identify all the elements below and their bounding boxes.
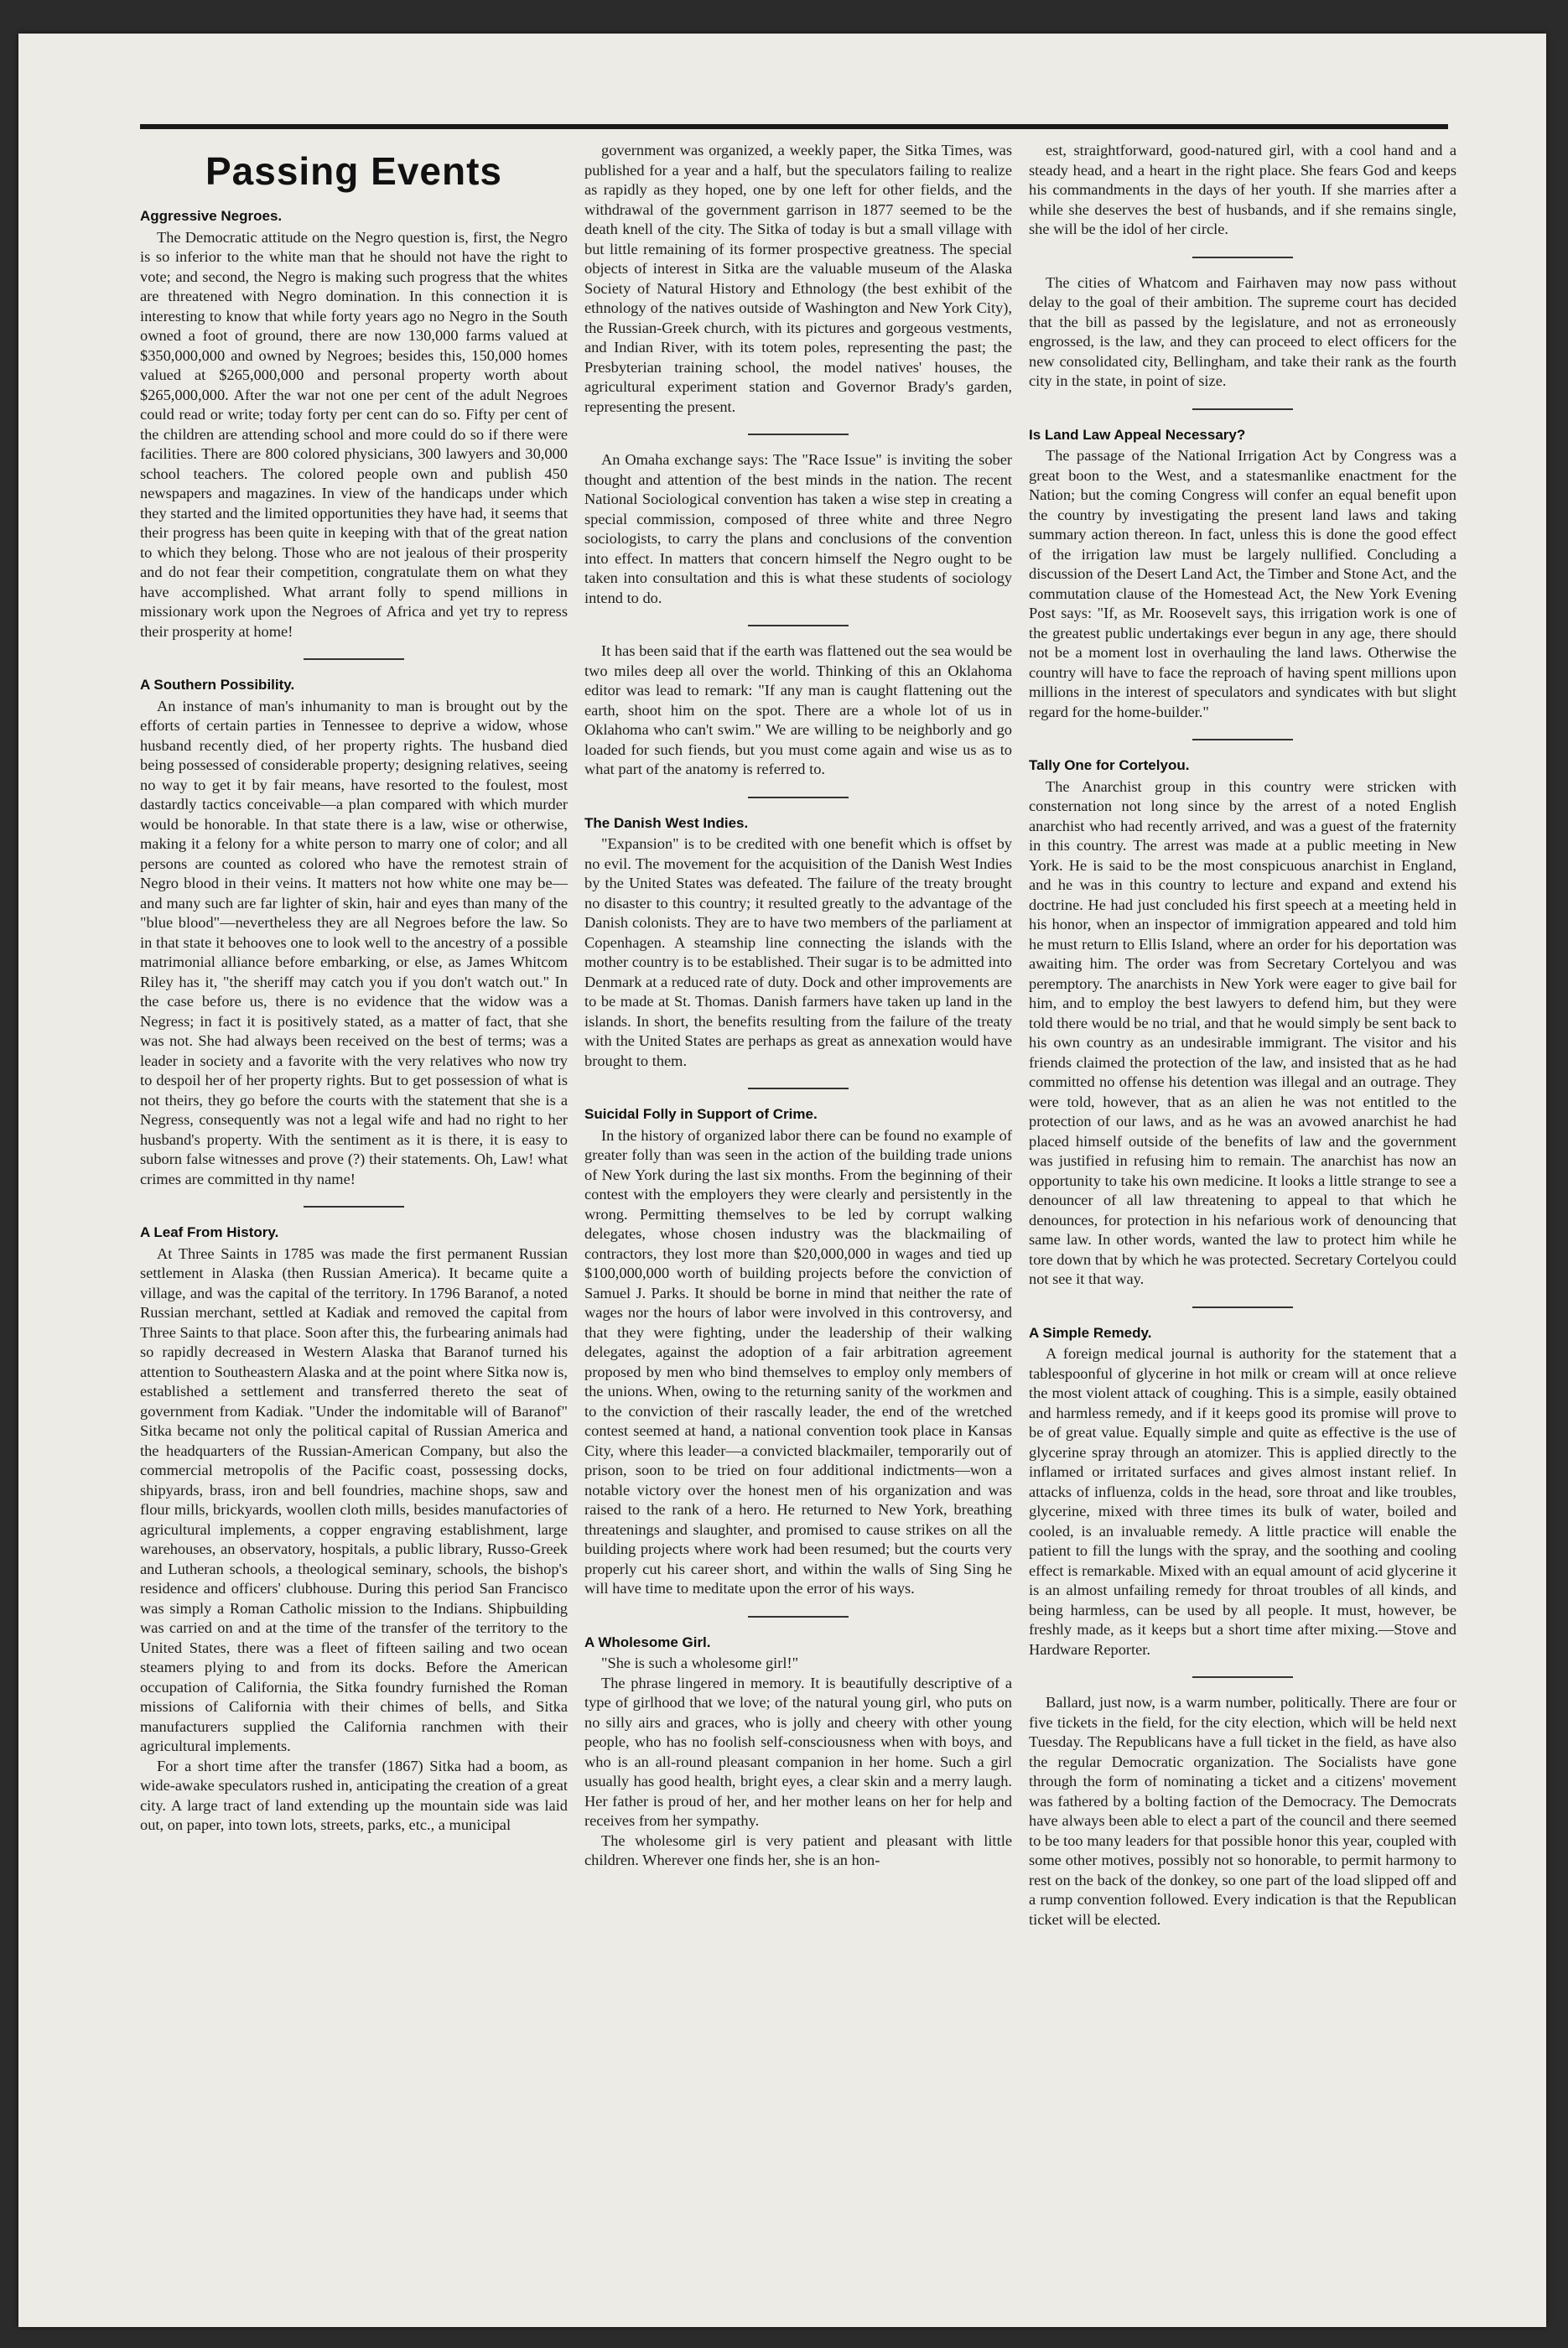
section-divider [748,434,849,435]
headline-leaf-from-history: A Leaf From History. [140,1224,279,1240]
article-paragraph: In the history of organized labor there can be found no example of greater folly than was seen in the action of the building trade unions of New York during the last six months. From the beginning of their contest with the employers they were clearly and persistently in the wrong. Permitting themselves to be led by corrupt walking delegates, whose chosen industry was the blackmailing of contractors, they lost more than $20,000,000 in wages and tied up $100,000,000 worth of building projects before the conviction of Samuel J. Parks. It should be borne in mind that neither the rate of wages nor the hours of labor were involved in this controversy, and that they were fighting, under the leadership of their walking delegates, against the adoption of a fair arbitration agreement proposed by men who bind themselves to employ only members of the unions. When, owing to the returning sanity of the workmen and to the conviction of their rascally leader, the end of the wretched contest seemed at hand, a national convention took place in Kansas City, where this leader—a convicted blackmailer, temporarily out of prison, soon to be tried on four additional indictments—won a notable victory over the honest men of his organization and was raised to the rank of a hero. He returned to New York, breathing threatenings and slaughter, and promised to cause strikes on all the building projects where work had been resumed; but the courts very properly cut his career short, and within the walls of Sing Sing he will have time to meditate upon the error of his ways. [584,1126,1012,1597]
article-paragraph: A foreign medical journal is authority for the statement that a tablespoonful of glycerine in hot milk or cream will at once relieve the most violent attack of coughing. This is a simple, easily obtained and harmless remedy, and if it keeps good its promise will prove to be of great value. Equally simple and quite as effective is the use of glycerine spray through an atomizer. This is applied directly to the inflamed or irritated surfaces and gives almost instant relief. In attacks of influenza, colds in the head, sore throat and like troubles, glycerine, mixed with three times its bulk of water, boiled and cooled, is an invaluable remedy. A little practice will enable the patient to fill the lungs with the spray, and the soothing and cooling effect is remarkable. Mixed with an equal amount of acid glycerine it is an almost unfailing remedy for throat troubles of all kinds, and being harmless, can be used by all people. It must, however, be freshly made, as it keeps but a short time after mixing.—Stove and Hardware Reporter. [1029,1345,1456,1658]
section-divider [304,658,404,660]
section-divider [748,625,849,626]
section-divider [748,797,849,798]
column-3 [1029,141,1456,1930]
headline-aggressive-negroes: Aggressive Negroes. [140,208,283,224]
article-paragraph: The phrase lingered in memory. It is beautifully descriptive of a type of girlhood that we love; of the natural young girl, who puts on no silly airs and graces, who is jolly and cheery with other young people, who has no foolish self-consciousness when with boys, and who is an all-round pleasant companion in her home. Such a girl usually has good health, bright eyes, a clear skin and a merry laugh. Her father is proud of her, and her mother leans on her for help and receives from her sympathy. [584,1674,1012,1829]
article-paragraph: It has been said that if the earth was flattened out the sea would be two miles deep all over the world. Thinking of this an Oklahoma editor was lead to remark: "If any man is caught flattening out the earth, shoot him on the spot. There are a whole lot of us in Oklahoma who can't swim." We are willing to be neighborly and go loaded for such fiends, but you must come again and wise us as to what part of the anatomy is referred to. [584,642,1012,777]
headline-simple-remedy: A Simple Remedy. [1029,1324,1152,1341]
article-paragraph: The cities of Whatcom and Fairhaven may now pass without delay to the goal of their ambition. The supreme court has decided that the bill as passed by the legislature, and not as erroneously engrossed, is the law, and they can proceed to elect officers for the new consolidated city, Bellingham, and take their rank as the fourth city in the state, in point of size. [1029,273,1456,389]
article-paragraph: The Anarchist group in this country were stricken with consternation not long since by the arrest of a noted English anarchist who had recently arrived, and was a guest of the fraternity in this country. The arrest was made at a public meeting in New York. He is said to be the most conspicuous anarchist in England, and he was in this country to lecture and expand and extend his doctrine. He had just concluded his first speech at a meeting held in his honor, when an inspector of immigration appeared and told him he must return to Ellis Island, where an order for his deportation was awaiting him. The order was from Secretary Cortelyou and was peremptory. The anarchists in New York were eager to give bail for him, and to employ the best lawyers to defend him, but they were told there would be no trial, and that he would simply be sent back to his own country as an undesirable immigrant. The visitor and his friends claimed the protection of the law, and insisted that as he had committed no offense his detention was illegal and an outrage. They were told, however, that as an alien he was not entitled to the protection of our laws, and as he was an avowed anarchist he had placed himself outside of the benefits of law and the government was justified in refusing him to remain. The anarchist has now an opportunity to take his own medicine. It looks a little strange to see a denouncer of all law threatening to appeal to that which he denounces, for protection in his nefarious work of denouncing that same law. In other words, wanted the law to protect him while he tore down that by which he was protected. Secretary Cortelyou could not see it that way. [1029,777,1456,1287]
column-2 [584,141,1012,1871]
article-paragraph: "She is such a wholesome girl!" [601,1655,799,1671]
column-1 [140,141,568,1836]
headline-wholesome-girl: A Wholesome Girl. [584,1634,711,1650]
section-divider [304,1206,404,1208]
section-divider [748,1616,849,1618]
article-paragraph: government was organized, a weekly paper, the Sitka Times, was published for a year and a half, but the speculators failing to realize as rapidly as they hoped, one by one left for other fields, and the withdrawal of the government garrison in 1877 seemed to be the death knell of the city. The Sitka of today is but a small village with but little remaining of its former prospective greatness. The special objects of interest in Sitka are the valuable museum of the Alaska Society of Natural History and Ethnology (the best exhibit of the ethnology of the natives outside of Washington and New York City), the Russian-Greek church, with its pictures and gorgeous vestments, and Indian River, with its totem poles, representing the past; the Presbyterian training school, the model natives' houses, the agricultural experiment station and Governor Brady's garden, representing the present. [584,142,1012,415]
section-divider [1192,1676,1293,1678]
article-paragraph: Ballard, just now, is a warm number, politically. There are four or five tickets in the field, for the city election, which will be held next Tuesday. The Republicans have a full ticket in the field, as have also the regular Democratic organization. The Socialists have gone through the form of nominating a ticket and a citizens' movement was fathered by a bolting faction of the Democracy. The Democrats have always been able to elect a part of the council and there seemed to be too many leaders for that possible honor this year, coupled with some other motives, possibly not so honorable, to permit harmony to rest on the back of the donkey, so one part of the load slipped off and a rump convention followed. Every indication is that the Republican ticket will be elected. [1029,1694,1456,1928]
article-paragraph: est, straightforward, good-natured girl, with a cool hand and a steady head, and a heart in the right place. She fears God and keeps his commandments in the days of her youth. If she marries after a while she deserves the best of husbands, and if she remains single, she will be the idol of her circle. [1029,142,1456,237]
article-paragraph: For a short time after the transfer (1867) Sitka had a boom, as wide-awake speculators rushed in, anticipating the creation of a great city. A large tract of land extending up the mountain side was laid out, on paper, into town lots, streets, parks, etc., a municipal [140,1757,568,1833]
headline-danish-west-indies: The Danish West Indies. [584,814,749,831]
section-divider [748,1088,849,1089]
article-paragraph: The Democratic attitude on the Negro question is, first, the Negro is so inferior to the white man that he should not have the right to vote; and second, the Negro is making such progress that the whites are threatened with Negro domination. In this connection it is interesting to know that while forty years ago no Negro in the South owned a foot of ground, there are now 130,000 farms valued at $350,000,000 and owned by Negroes; besides this, 150,000 homes valued at $265,000,000 and personal property worth about $265,000,000. After the war not one per cent of the adult Negroes could read or write; today forty per cent can do so. Fifty per cent of the children are attending school and more could do so if there were facilities. There are 800 colored physicians, 300 lawyers and 30,000 school teachers. The colored people own and publish 450 newspapers and magazines. In view of the handicaps under which they started and the limited opportunities they have had, it seems that their progress has been quite in keeping with that of the great nation to which they belong. Those who are not jealous of their prosperity and do not fear their competition, congratulate them on what they have accomplished. What arrant folly to spend millions in missionary work upon the Negroes of Africa and yet try to repress their prosperity at home! [140,228,568,640]
article-paragraph: At Three Saints in 1785 was made the first permanent Russian settlement in Alaska (then Russian America). It became quite a village, and was the capital of the territory. In 1796 Baranof, a noted Russian merchant, settled at Kadiak and removed the capital from Three Saints to that place. Soon after this, the furbearing animals had so rapidly decreased in Western Alaska that Baranof turned his attention to Southeastern Alaska and at the point where Sitka now is, established a settlement and transferred thereto the seat of government from Kadiak. "Under the indomitable will of Baranof" Sitka became not only the political capital of Russian America and the headquarters of the Russian-American Company, but also the commercial metropolis of the Pacific coast, possessing docks, shipyards, brass, iron and bell foundries, machine shops, saw and flour mills, brickyards, woollen cloth mills, besides manufactories of agricultural implements, a copper engraving establishment, large warehouses, an observatory, hospitals, a public library, Russo-Greek and Lutheran schools, a theological seminary, schools, the bishop's residence and officers' clubhouse. During this period San Francisco was simply a Roman Catholic mission to the Indians. Shipbuilding was carried on and at the time of the transfer of the territory to the United States, there was a fleet of fifteen sailing and two ocean steamers plying to and from its docks. Before the American occupation of California, the Sitka foundry furnished the Roman missions of California with their chimes of bells, and Sitka manufacturers supplied the California ranchmen with their agricultural implements. [140,1244,568,1754]
masthead-title: Passing Events [205,149,503,193]
headline-land-law-appeal: Is Land Law Appeal Necessary? [1029,426,1246,443]
article-paragraph: An instance of man's inhumanity to man is brought out by the efforts of certain parties in Tennessee to deprive a widow, whose husband recently died, of her property rights. The husband died being possessed of considerable property; designing relatives, seeing no way to get it by fair means, have resorted to the foulest, most dastardly tactics conceivable—a plan compared with which murder would be honorable. In that state there is a law, wise or otherwise, making it a felony for a white person to marry one of color; and all persons are counted as colored who have the remotest strain of Negro blood in their veins. It matters not how white one may be—and many such are far lighter of skin, hair and eyes than many of the "blue blood"—nevertheless they are all Negroes before the law. So in that state it behooves one to look well to the ancestry of a possible matrimonial alliance before embarking, or else, as James Whitcom Riley has it, "the sheriff may catch you if you don't watch out." In the case before us, there is no evidence that the widow was a Negress; in fact it is positively stated, as a matter of fact, that she was not. She had always been received on the best of terms; was a leader in society and a favorite with the very relatives who now try to despoil her of her property rights. But to get possession of what is not theirs, they go before the courts with the statement that she is a Negress, consequently was not a legal wife and had no right to her husband's property. With the sentiment as it is there, it is easy to suborn false witnesses and prove (?) their statements. Oh, Law! what crimes are committed in thy name! [140,697,568,1187]
section-divider [1192,257,1293,258]
article-paragraph: The passage of the National Irrigation Act by Congress was a great boon to the West, and a statesmanlike enactment for the Nation; but the coming Congress will confer an equal benefit upon the country by investigating the present land laws and taking summary action thereon. In fact, unless this is done the good effect of the irrigation law must be largely nullified. Concluding a discussion of the Desert Land Act, the Timber and Stone Act, and the commutation clause of the Homestead Act, the New York Evening Post says: "If, as Mr. Roosevelt says, this irrigation work is one of the greatest public undertakings ever begun in any age, there should not be a moment lost in overhauling the land laws. Otherwise the country will have to face the reproach of having spent millions upon millions in the interest of speculators and syndicates with but slight regard for the home-builder." [1029,447,1456,720]
article-paragraph: An Omaha exchange says: The "Race Issue" is inviting the sober thought and attention of the best minds in the nation. The recent National Sociological convention has taken a wise step in creating a special commission, composed of three white and three Negro sociologists, to carry the plans and conclusions of the convention into effect. In matters that concern himself the Negro ought to be taken into consultation and this is what these students of sociology intend to do. [584,451,1012,606]
top-rule [140,124,1448,129]
article-paragraph: "Expansion" is to be credited with one benefit which is offset by no evil. The movement for the acquisition of the Danish West Indies by the United States was defeated. The failure of the treaty brought no disaster to this country; it resulted greatly to the advantage of the Danish colonists. They are to have two members of the parliament at Copenhagen. A steamship line connecting the islands with the mother country is to be established. Their sugar is to be admitted into Denmark at a reduced rate of duty. Dock and other improvements are to be made at St. Thomas. Danish farmers have taken up land in the islands. In short, the benefits resulting from the failure of the treaty with the United States are perhaps as great as annexation would have brought to them. [584,835,1012,1069]
section-divider [1192,1306,1293,1308]
headline-tally-one-cortelyou: Tally One for Cortelyou. [1029,757,1190,773]
headline-southern-possibility: A Southern Possibility. [140,677,295,693]
newspaper-page [18,34,1546,2327]
headline-suicidal-folly: Suicidal Folly in Support of Crime. [584,1106,818,1122]
section-divider [1192,739,1293,740]
article-paragraph: The wholesome girl is very patient and pleasant with little children. Wherever one finds her, she is an hon- [584,1831,1012,1868]
section-divider [1192,408,1293,410]
